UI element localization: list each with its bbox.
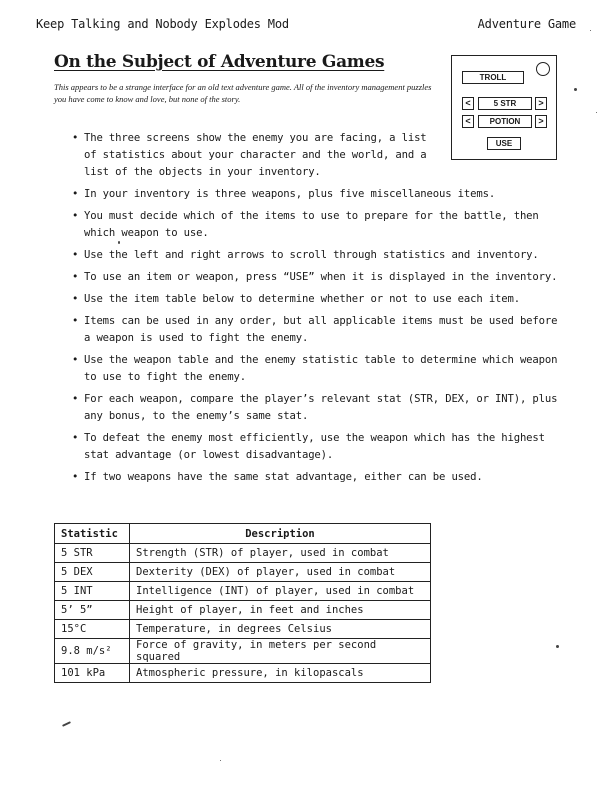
- rule-item: • To defeat the enemy most efficiently, use the weapon which has the highest stat advantage (or lowest disadvantage).: [54, 430, 559, 464]
- rule-item: • You must decide which of the items to use to prepare for the battle, then which weapon to use.: [54, 208, 559, 242]
- paper-speck: [596, 112, 597, 113]
- header-module-name: Adventure Game: [477, 17, 576, 31]
- status-light-icon: [536, 62, 550, 76]
- paper-speck: [590, 30, 591, 31]
- description-cell: Intelligence (INT) of player, used in combat: [130, 582, 431, 601]
- rules-list: [54, 130, 559, 491]
- table-header-row: [55, 524, 431, 544]
- statistic-cell: 9.8 m/s²: [55, 639, 130, 664]
- description-cell: Temperature, in degrees Celsius: [130, 620, 431, 639]
- paper-speck: [220, 760, 221, 761]
- rule-item: • Use the weapon table and the enemy statistic table to determine which weapon to use to fight the enemy.: [54, 352, 559, 386]
- statistic-cell: 101 kPa: [55, 664, 130, 683]
- statistic-table: [54, 523, 431, 683]
- intro-text: This appears to be a strange interface for an old text adventure game. All of the inventory management puzzles you have come to know and love, but none of the story.: [54, 82, 432, 104]
- stat-right-arrow-icon: >: [535, 97, 547, 110]
- rule-item: • In your inventory is three weapons, plus five miscellaneous items.: [54, 186, 559, 203]
- inventory-screen: POTION: [478, 115, 532, 128]
- statistic-cell: 5 DEX: [55, 563, 130, 582]
- rule-item: • The three screens show the enemy you are facing, a list of statistics about your character and the world, and a list of the objects in your inventory.: [54, 130, 444, 181]
- inventory-left-arrow-icon: <: [462, 115, 474, 128]
- rule-item: • Items can be used in any order, but all applicable items must be used before a weapon is used to fight the enemy.: [54, 313, 559, 347]
- description-cell: Height of player, in feet and inches: [130, 601, 431, 620]
- inventory-right-arrow-icon: >: [535, 115, 547, 128]
- table-row: [55, 544, 431, 563]
- table-row: [55, 639, 431, 664]
- paper-speck: [118, 241, 120, 244]
- description-cell: Dexterity (DEX) of player, used in combat: [130, 563, 431, 582]
- description-cell: Atmospheric pressure, in kilopascals: [130, 664, 431, 683]
- statistic-cell: 15°C: [55, 620, 130, 639]
- table-row: [55, 601, 431, 620]
- column-header-description: Description: [130, 524, 431, 544]
- stat-left-arrow-icon: <: [462, 97, 474, 110]
- statistic-cell: 5 INT: [55, 582, 130, 601]
- description-cell: Force of gravity, in meters per second squared: [130, 639, 431, 664]
- rule-item: • Use the left and right arrows to scroll through statistics and inventory.: [54, 247, 559, 264]
- enemy-screen: TROLL: [462, 71, 524, 84]
- description-cell: Strength (STR) of player, used in combat: [130, 544, 431, 563]
- rule-item: • If two weapons have the same stat advantage, either can be used.: [54, 469, 559, 486]
- table-row: [55, 620, 431, 639]
- stat-screen: 5 STR: [478, 97, 532, 110]
- table-row: [55, 664, 431, 683]
- paper-speck: [556, 645, 559, 648]
- page-title: On the Subject of Adventure Games: [54, 52, 385, 72]
- table-row: [55, 582, 431, 601]
- header-mod-name: Keep Talking and Nobody Explodes Mod: [36, 17, 289, 31]
- rule-item: • For each weapon, compare the player’s relevant stat (STR, DEX, or INT), plus any bonus, to the enemy’s same stat.: [54, 391, 559, 425]
- rule-item: • Use the item table below to determine whether or not to use each item.: [54, 291, 559, 308]
- statistic-cell: 5’ 5”: [55, 601, 130, 620]
- rule-item: • To use an item or weapon, press “USE” when it is displayed in the inventory.: [54, 269, 559, 286]
- use-button-diagram: USE: [487, 137, 521, 150]
- statistic-cell: 5 STR: [55, 544, 130, 563]
- column-header-statistic: Statistic: [55, 524, 130, 544]
- table-row: [55, 563, 431, 582]
- paper-speck: [574, 88, 577, 91]
- paper-speck: [62, 721, 71, 727]
